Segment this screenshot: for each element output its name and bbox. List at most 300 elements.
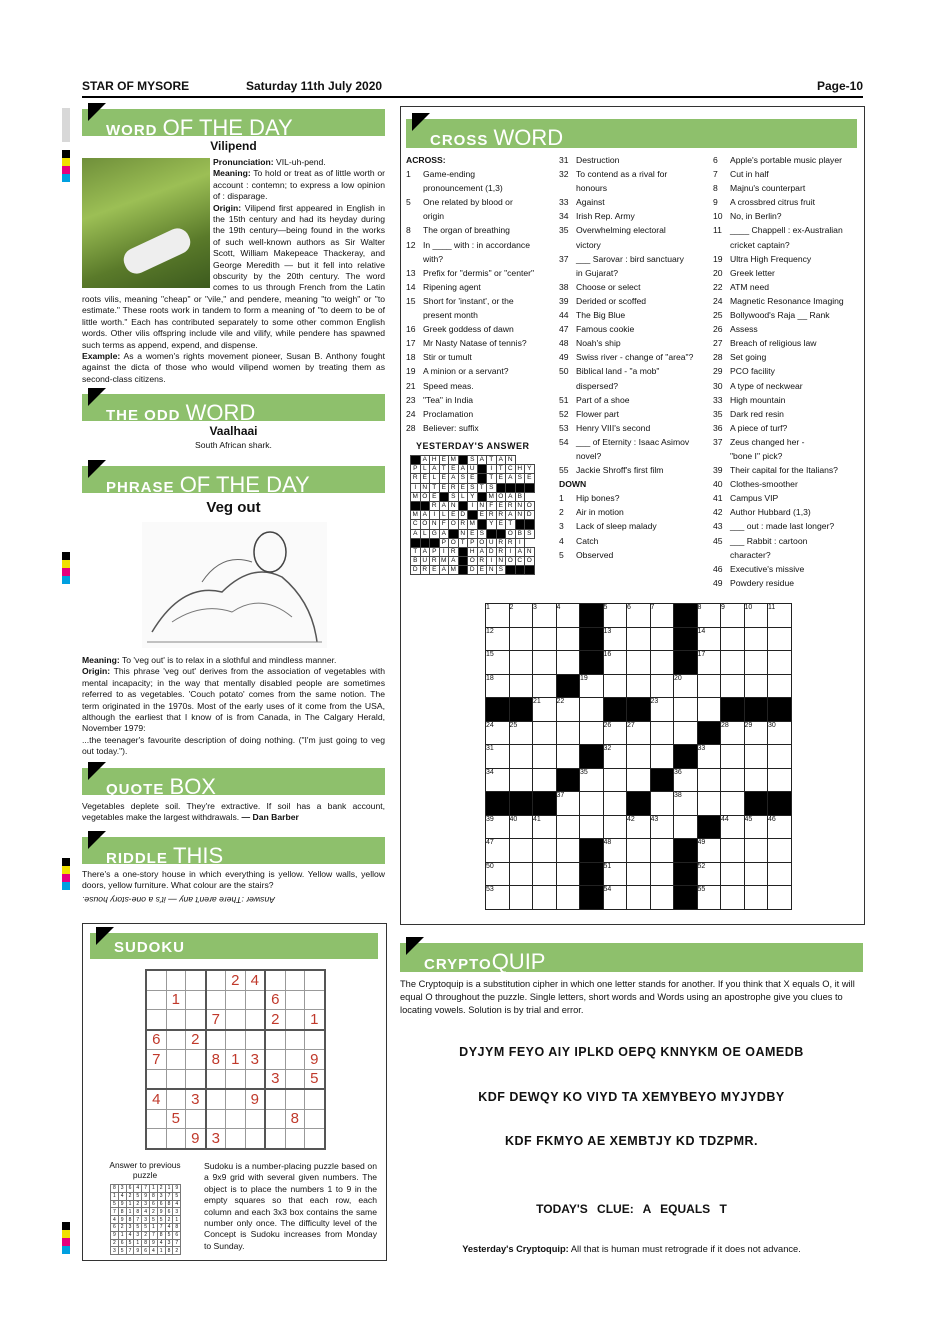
crossword-cell[interactable]: 45 [744, 815, 768, 839]
crossword-cell[interactable] [768, 674, 792, 698]
sudoku-cell[interactable] [265, 1050, 285, 1070]
clue-text: ___ Rabbit : cartoon [730, 535, 808, 546]
answer-cell: 4 [126, 1231, 134, 1239]
crossword-cell[interactable] [768, 627, 792, 651]
crossword-cell[interactable] [674, 698, 698, 722]
crossword-cell[interactable] [627, 862, 651, 886]
clue-item [713, 336, 863, 350]
crossword-cell[interactable] [627, 651, 651, 675]
sudoku-cell[interactable]: 5 [166, 1109, 186, 1129]
clue-text: To contend as a rival for [576, 169, 668, 180]
answer-cell: R [430, 501, 440, 510]
crossword-cell[interactable] [603, 674, 627, 698]
clue-text: Magnetic Resonance Imaging [730, 295, 844, 306]
crossword-cell[interactable] [721, 651, 745, 675]
clue-text: Zeus changed her - [730, 436, 805, 447]
crossword-cell[interactable] [650, 651, 674, 675]
sudoku-cell[interactable] [146, 990, 166, 1010]
answer-cell: 2 [165, 1216, 173, 1224]
crossword-cell[interactable] [650, 839, 674, 863]
crossword-cell[interactable] [768, 839, 792, 863]
crossword-cell[interactable]: 31 [486, 745, 510, 769]
header-triangle-icon [88, 388, 106, 406]
crossword-cell[interactable]: 20 [674, 674, 698, 698]
sudoku-cell[interactable] [226, 990, 246, 1010]
crossword-cell[interactable]: 3 [533, 604, 557, 628]
crossword-cell[interactable] [697, 698, 721, 722]
crossword-cell[interactable] [721, 886, 745, 910]
sudoku-cell[interactable] [146, 1069, 166, 1089]
crossword-cell[interactable] [580, 721, 604, 745]
crossword-cell[interactable]: 26 [603, 721, 627, 745]
sudoku-cell[interactable] [186, 1109, 206, 1129]
crossword-cell[interactable] [603, 815, 627, 839]
crossword-cell[interactable] [533, 627, 557, 651]
sudoku-cell[interactable] [206, 1030, 226, 1050]
crossword-cell[interactable] [744, 651, 768, 675]
crossword-cell[interactable]: 4 [556, 604, 580, 628]
clue-number: 39 [559, 295, 569, 306]
answer-cell [430, 538, 440, 547]
crossword-cell[interactable] [556, 721, 580, 745]
sudoku-cell[interactable] [226, 1109, 246, 1129]
crossword-cell[interactable]: 48 [603, 839, 627, 863]
sudoku-cell[interactable] [166, 1030, 186, 1050]
crossword-cell[interactable] [650, 886, 674, 910]
crossword-cell[interactable] [697, 768, 721, 792]
header-label-large: WORD [185, 400, 256, 425]
answer-cell: 6 [149, 1200, 157, 1208]
crossword-cell[interactable]: 35 [580, 768, 604, 792]
crossword-cell[interactable] [627, 627, 651, 651]
sudoku-cell[interactable] [206, 1109, 226, 1129]
crossword-black-cell [674, 651, 698, 675]
crossword-cell[interactable]: 29 [744, 721, 768, 745]
sudoku-cell[interactable] [305, 1089, 325, 1109]
crossword-cell[interactable] [509, 886, 533, 910]
clue-text: Air in motion [576, 507, 624, 518]
clue-number: 36 [713, 422, 723, 433]
down-label: DOWN [559, 479, 587, 490]
answer-cell: E [496, 520, 506, 529]
crossword-cell[interactable]: 17 [697, 651, 721, 675]
crossword-cell[interactable] [744, 839, 768, 863]
sudoku-cell[interactable] [285, 1129, 305, 1149]
crossword-cell[interactable]: 30 [768, 721, 792, 745]
clue-number: 14 [406, 281, 416, 292]
crossword-cell[interactable]: 46 [768, 815, 792, 839]
crossword-cell[interactable] [721, 768, 745, 792]
sudoku-cell[interactable]: 3 [265, 1069, 285, 1089]
crossword-cell[interactable] [533, 674, 557, 698]
crossword-cell[interactable]: 50 [486, 862, 510, 886]
answer-cell [411, 456, 421, 465]
sudoku-cell[interactable] [146, 970, 166, 990]
crossword-cell[interactable]: 47 [486, 839, 510, 863]
sudoku-cell[interactable] [226, 1030, 246, 1050]
clue-text: ___ of Eternity : Isaac Asimov [576, 436, 690, 447]
answer-cell: 4 [165, 1223, 173, 1231]
crossword-cell[interactable]: 43 [650, 815, 674, 839]
crossword-cell[interactable] [650, 862, 674, 886]
crossword-cell[interactable]: 37 [556, 792, 580, 816]
header-triangle-icon [88, 762, 106, 780]
crossword-cell[interactable]: 10 [744, 604, 768, 628]
answer-cell: C [506, 465, 516, 474]
sudoku-cell[interactable] [206, 1089, 226, 1109]
crossword-cell[interactable]: 55 [697, 886, 721, 910]
sudoku-cell[interactable] [166, 1010, 186, 1030]
crossword-cell[interactable]: 27 [627, 721, 651, 745]
crossword-cell[interactable] [580, 698, 604, 722]
sudoku-cell[interactable] [186, 1010, 206, 1030]
answer-cell [458, 501, 468, 510]
sudoku-cell[interactable]: 1 [305, 1010, 325, 1030]
crossword-black-cell [768, 792, 792, 816]
sudoku-cell[interactable] [285, 1030, 305, 1050]
crossword-cell[interactable]: 51 [603, 862, 627, 886]
answer-cell: A [420, 456, 430, 465]
sudoku-cell[interactable]: 1 [166, 990, 186, 1010]
crossword-cell[interactable] [533, 651, 557, 675]
sudoku-cell[interactable] [186, 990, 206, 1010]
sudoku-cell[interactable] [285, 1089, 305, 1109]
clue-number: 5 [559, 549, 564, 560]
answer-cell: B [515, 492, 525, 501]
crossword-cell[interactable]: 19 [580, 674, 604, 698]
crossword-cell[interactable] [509, 745, 533, 769]
answer-cell: M [487, 492, 497, 501]
crossword-cell[interactable]: 21 [533, 698, 557, 722]
sudoku-cell[interactable] [285, 1010, 305, 1030]
sudoku-cell[interactable] [305, 1129, 325, 1149]
crossword-cell[interactable]: 11 [768, 604, 792, 628]
sudoku-cell[interactable] [166, 1069, 186, 1089]
sudoku-cell[interactable]: 7 [206, 1010, 226, 1030]
odd-word-title: Vaalhaai [209, 424, 258, 438]
crossword-cell[interactable]: 24 [486, 721, 510, 745]
answer-cell [515, 483, 525, 492]
sudoku-cell[interactable] [226, 1069, 246, 1089]
crossword-cell[interactable]: 40 [509, 815, 533, 839]
crossword-cell[interactable] [650, 745, 674, 769]
sudoku-cell[interactable] [305, 970, 325, 990]
crossword-cell[interactable] [674, 721, 698, 745]
crossword-cell[interactable] [533, 768, 557, 792]
crossword-cell[interactable]: 25 [509, 721, 533, 745]
clue-number: 25 [713, 310, 723, 321]
sudoku-cell[interactable] [245, 1069, 265, 1089]
crossword-cell[interactable] [721, 674, 745, 698]
crossword-cell[interactable] [768, 651, 792, 675]
crossword-cell[interactable] [509, 862, 533, 886]
sudoku-cell[interactable]: 4 [146, 1089, 166, 1109]
sudoku-cell[interactable] [146, 1109, 166, 1129]
answer-cell: 5 [173, 1192, 181, 1200]
sudoku-cell[interactable] [226, 1129, 246, 1149]
crossword-cell[interactable]: 8 [697, 604, 721, 628]
sudoku-cell[interactable]: 6 [146, 1030, 166, 1050]
clue-text: novel? [576, 450, 602, 461]
crossword-cell[interactable] [721, 862, 745, 886]
crossword-cell[interactable] [744, 745, 768, 769]
sudoku-cell[interactable]: 2 [186, 1030, 206, 1050]
crossword-cell[interactable]: 39 [486, 815, 510, 839]
crossword-cell[interactable] [509, 674, 533, 698]
sudoku-cell[interactable] [186, 1069, 206, 1089]
clue-text: Jackie Shroff's first film [576, 465, 664, 476]
crossword-cell[interactable] [721, 792, 745, 816]
sudoku-cell[interactable] [245, 1010, 265, 1030]
sudoku-cell[interactable] [305, 1030, 325, 1050]
crossword-cell[interactable] [627, 745, 651, 769]
answer-cell: N [525, 547, 535, 556]
crossword-cell[interactable] [556, 651, 580, 675]
yesterday-cryptoquip: Yesterday's Cryptoquip: All that is human must retrograde if it does not advance. [462, 1244, 801, 1254]
sudoku-cell[interactable]: 2 [226, 970, 246, 990]
crossword-cell[interactable] [627, 674, 651, 698]
crossword-cell[interactable]: 28 [721, 721, 745, 745]
sudoku-cell[interactable] [226, 1010, 246, 1030]
crossword-cell[interactable]: 34 [486, 768, 510, 792]
answer-cell: C [411, 520, 421, 529]
crossword-cell[interactable]: 9 [721, 604, 745, 628]
crossword-cell[interactable] [627, 768, 651, 792]
crossword-cell[interactable] [650, 627, 674, 651]
crossword-cell[interactable] [556, 815, 580, 839]
crossword-cell[interactable] [533, 721, 557, 745]
crossword-cell[interactable]: 54 [603, 886, 627, 910]
clue-item [713, 223, 863, 237]
sudoku-cell[interactable]: 1 [226, 1050, 246, 1070]
answer-cell: T [411, 547, 421, 556]
crossword-cell[interactable]: 6 [627, 604, 651, 628]
sudoku-cell[interactable]: 9 [186, 1129, 206, 1149]
clue-item [559, 449, 711, 463]
sudoku-cell[interactable] [245, 1129, 265, 1149]
crossword-cell[interactable] [556, 862, 580, 886]
clue-item [713, 407, 863, 421]
sudoku-cell[interactable]: 6 [265, 990, 285, 1010]
answer-cell: 8 [165, 1247, 173, 1255]
sudoku-cell[interactable]: 4 [245, 970, 265, 990]
crossword-cell[interactable]: 52 [697, 862, 721, 886]
sudoku-cell[interactable] [265, 1089, 285, 1109]
sudoku-cell[interactable] [166, 1050, 186, 1070]
clue-item [406, 407, 558, 421]
crossword-cell[interactable] [650, 674, 674, 698]
answer-cell: M [449, 566, 459, 575]
answer-cell: I [487, 557, 497, 566]
crossword-cell[interactable] [768, 862, 792, 886]
sudoku-cell[interactable] [166, 1129, 186, 1149]
sudoku-cell[interactable]: 9 [305, 1050, 325, 1070]
clue-text: A type of neckwear [730, 380, 803, 391]
crossword-cell[interactable] [650, 721, 674, 745]
clue-text: Author Hubbard (1,3) [730, 507, 811, 518]
crossword-cell[interactable] [768, 745, 792, 769]
crossword-cell[interactable]: 41 [533, 815, 557, 839]
sudoku-cell[interactable] [265, 1030, 285, 1050]
crossword-cell[interactable]: 36 [674, 768, 698, 792]
clue-item [559, 294, 711, 308]
crossword-cell[interactable]: 7 [650, 604, 674, 628]
sudoku-cell[interactable]: 7 [146, 1050, 166, 1070]
sudoku-cell[interactable] [245, 1030, 265, 1050]
crossword-cell[interactable] [697, 792, 721, 816]
crossword-cell[interactable] [509, 627, 533, 651]
clue-text: Famous cookie [576, 324, 635, 335]
crossword-cell[interactable] [509, 768, 533, 792]
sudoku-cell[interactable]: 8 [206, 1050, 226, 1070]
crossword-cell[interactable]: 53 [486, 886, 510, 910]
sudoku-cell[interactable] [265, 970, 285, 990]
sudoku-cell[interactable] [166, 1089, 186, 1109]
crossword-cell[interactable] [744, 627, 768, 651]
sudoku-cell[interactable] [285, 1050, 305, 1070]
crossword-cell[interactable]: 15 [486, 651, 510, 675]
crossword-cell[interactable] [556, 745, 580, 769]
sudoku-cell[interactable] [285, 990, 305, 1010]
crossword-cell[interactable] [556, 627, 580, 651]
crossword-cell[interactable] [509, 839, 533, 863]
sudoku-cell[interactable] [206, 990, 226, 1010]
crossword-cell[interactable] [509, 651, 533, 675]
crossword-cell[interactable]: 1 [486, 604, 510, 628]
crossword-cell[interactable] [744, 862, 768, 886]
clue-text: Hip bones? [576, 493, 620, 504]
answer-cell: 4 [173, 1200, 181, 1208]
answer-cell: D [487, 547, 497, 556]
answer-cell: 5 [111, 1200, 119, 1208]
sudoku-cell[interactable] [146, 1129, 166, 1149]
clue-number: 45 [713, 535, 723, 546]
clue-number: 33 [713, 394, 723, 405]
answer-cell [506, 483, 516, 492]
sudoku-cell[interactable] [186, 970, 206, 990]
sudoku-cell[interactable] [226, 1089, 246, 1109]
clue-number: 48 [559, 338, 569, 349]
answer-cell: 8 [126, 1216, 134, 1224]
clue-text: Cut in half [730, 169, 769, 180]
crossword-cell[interactable]: 38 [674, 792, 698, 816]
clue-number: 42 [713, 507, 723, 518]
sudoku-cell[interactable]: 3 [245, 1050, 265, 1070]
crossword-cell[interactable] [744, 886, 768, 910]
crossword-cell[interactable] [556, 839, 580, 863]
answer-cell: S [468, 456, 478, 465]
crossword-header [406, 119, 857, 148]
sudoku-cell[interactable] [305, 1109, 325, 1129]
crossword-cell[interactable] [533, 745, 557, 769]
clue-number: 20 [713, 267, 723, 278]
crossword-cell[interactable] [603, 768, 627, 792]
crossword-cell[interactable] [580, 815, 604, 839]
sudoku-cell[interactable] [146, 1010, 166, 1030]
crossword-cell[interactable]: 13 [603, 627, 627, 651]
crossword-cell[interactable] [768, 886, 792, 910]
crossword-cell[interactable] [533, 886, 557, 910]
crossword-cell[interactable] [697, 674, 721, 698]
sudoku-cell[interactable] [245, 990, 265, 1010]
sudoku-cell[interactable]: 5 [305, 1069, 325, 1089]
crossword-cell[interactable]: 23 [650, 698, 674, 722]
answer-cell: E [496, 474, 506, 483]
clue-text: ____ Chappell : ex-Australian [730, 225, 843, 236]
crossword-cell[interactable]: 14 [697, 627, 721, 651]
sudoku-cell[interactable] [245, 1109, 265, 1129]
sudoku-cell[interactable] [206, 1069, 226, 1089]
crossword-cell[interactable] [721, 627, 745, 651]
sudoku-cell[interactable]: 2 [265, 1010, 285, 1030]
crossword-cell[interactable] [533, 862, 557, 886]
crossword-cell[interactable] [674, 815, 698, 839]
crossword-black-cell [580, 604, 604, 628]
crossword-cell[interactable] [603, 792, 627, 816]
page-number: Page-10 [816, 79, 863, 93]
sudoku-cell[interactable] [265, 1129, 285, 1149]
answer-cell: H [468, 547, 478, 556]
crossword-cell[interactable]: 18 [486, 674, 510, 698]
crossword-cell[interactable]: 42 [627, 815, 651, 839]
crossword-cell[interactable] [744, 674, 768, 698]
sudoku-cell[interactable]: 8 [285, 1109, 305, 1129]
sudoku-cell[interactable] [166, 970, 186, 990]
crossword-cell[interactable] [744, 768, 768, 792]
clue-number: 34 [559, 211, 569, 222]
sudoku-cell[interactable] [285, 970, 305, 990]
crossword-cell[interactable] [627, 886, 651, 910]
crossword-cell[interactable] [721, 745, 745, 769]
sudoku-cell[interactable]: 3 [186, 1089, 206, 1109]
sudoku-cell[interactable] [265, 1109, 285, 1129]
sudoku-cell[interactable]: 9 [245, 1089, 265, 1109]
crossword-cell[interactable] [533, 839, 557, 863]
crossword-cell[interactable]: 16 [603, 651, 627, 675]
clue-text: Noah's ship [576, 338, 621, 349]
clue-text: Against [576, 197, 605, 208]
crossword-cell[interactable]: 22 [556, 698, 580, 722]
crossword-cell[interactable]: 32 [603, 745, 627, 769]
crossword-cell[interactable] [627, 839, 651, 863]
answer-cell: U [420, 557, 430, 566]
crossword-cell[interactable]: 12 [486, 627, 510, 651]
clue-number: 54 [559, 436, 569, 447]
header-label-large: BOX [169, 774, 216, 799]
sudoku-cell[interactable] [206, 970, 226, 990]
crossword-cell[interactable] [556, 886, 580, 910]
crossword-cell[interactable] [768, 768, 792, 792]
sudoku-cell[interactable] [285, 1069, 305, 1089]
crossword-cell[interactable]: 33 [697, 745, 721, 769]
crossword-cell[interactable] [650, 792, 674, 816]
sudoku-cell[interactable] [186, 1050, 206, 1070]
sudoku-cell[interactable] [305, 990, 325, 1010]
crossword-cell[interactable]: 44 [721, 815, 745, 839]
crossword-cell[interactable]: 5 [603, 604, 627, 628]
clue-number: 3 [559, 521, 564, 532]
crossword-cell[interactable] [580, 792, 604, 816]
crossword-cell[interactable] [721, 839, 745, 863]
clue-item [559, 167, 711, 181]
clue-number: 23 [406, 394, 416, 405]
crossword-cell[interactable]: 2 [509, 604, 533, 628]
sudoku-cell[interactable]: 3 [206, 1129, 226, 1149]
crossword-cell[interactable]: 49 [697, 839, 721, 863]
clue-item [713, 379, 863, 393]
color-strip [62, 552, 70, 584]
answer-cell: F [487, 501, 497, 510]
